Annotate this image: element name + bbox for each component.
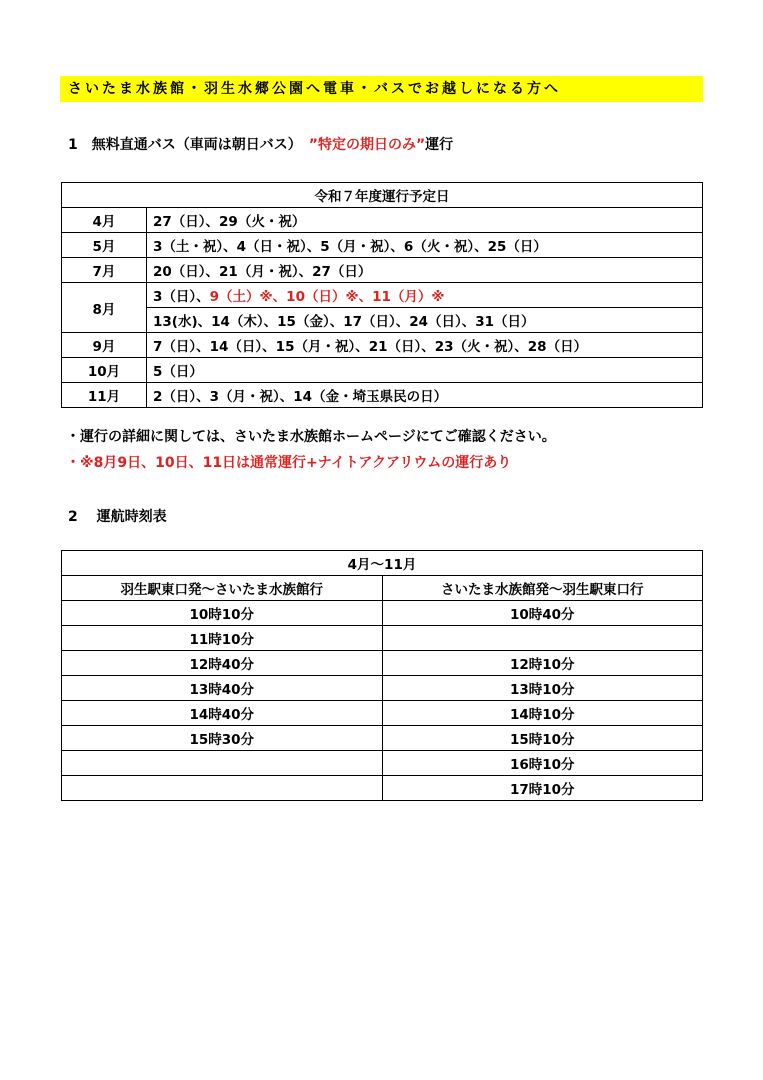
dates-highlight: 9（土）※、10（日）※、11（月）※ bbox=[209, 289, 445, 305]
outbound-time: 11時10分 bbox=[62, 626, 383, 651]
outbound-time bbox=[62, 776, 383, 801]
table-row bbox=[62, 726, 703, 751]
month-cell: 10月 bbox=[62, 358, 147, 383]
month-cell: 8月 bbox=[62, 283, 147, 333]
month-cell: 5月 bbox=[62, 233, 147, 258]
return-time: 15時10分 bbox=[382, 726, 703, 751]
month-cell: 7月 bbox=[62, 258, 147, 283]
table-row bbox=[62, 701, 703, 726]
table-row bbox=[62, 551, 703, 576]
note-night-aquarium: ・※8月9日、10日、11日は通常運行+ナイトアクアリウムの運行あり bbox=[66, 455, 512, 471]
table-row bbox=[62, 233, 703, 258]
schedule-title: 令和７年度運行予定日 bbox=[62, 183, 703, 208]
dates-cell bbox=[147, 283, 703, 308]
dates-cell: 3（土・祝）、4（日・祝）、5（月・祝）、6（火・祝）、25（日） bbox=[147, 233, 703, 258]
table-row bbox=[62, 601, 703, 626]
column-header: さいたま水族館発～羽生駅東口行 bbox=[382, 576, 703, 601]
timetable bbox=[61, 550, 703, 801]
header-banner: さいたま水族館・羽生水郷公園へ電車・バスでお越しになる方へ bbox=[60, 76, 703, 102]
column-header: 羽生駅東口発～さいたま水族館行 bbox=[62, 576, 383, 601]
section-1-heading bbox=[68, 134, 453, 154]
section-1-prefix: 1 無料直通バス（車両は朝日バス） bbox=[68, 137, 309, 153]
return-time: 16時10分 bbox=[382, 751, 703, 776]
table-row bbox=[62, 751, 703, 776]
table-row bbox=[62, 676, 703, 701]
dates-cell: 27（日）、29（火・祝） bbox=[147, 208, 703, 233]
table-row bbox=[62, 183, 703, 208]
return-time: 14時10分 bbox=[382, 701, 703, 726]
dates-black: 3（日）、 bbox=[153, 289, 210, 305]
table-row bbox=[62, 333, 703, 358]
outbound-time: 13時40分 bbox=[62, 676, 383, 701]
outbound-time: 14時40分 bbox=[62, 701, 383, 726]
dates-cell: 13(水)、14（木）、15（金）、17（日）、24（日）、31（日） bbox=[147, 308, 703, 333]
table-row bbox=[62, 651, 703, 676]
outbound-time: 15時30分 bbox=[62, 726, 383, 751]
table-row bbox=[62, 258, 703, 283]
return-time: 17時10分 bbox=[382, 776, 703, 801]
note-details: ・運行の詳細に関しては、さいたま水族館ホームページにてご確認ください。 bbox=[66, 429, 556, 445]
table-row bbox=[62, 308, 703, 333]
dates-cell: 20（日）、21（月・祝）、27（日） bbox=[147, 258, 703, 283]
timetable-period: 4月～11月 bbox=[62, 551, 703, 576]
section-1-highlight: ”特定の期日のみ” bbox=[308, 137, 426, 153]
table-row bbox=[62, 208, 703, 233]
outbound-time: 12時40分 bbox=[62, 651, 383, 676]
outbound-time: 10時10分 bbox=[62, 601, 383, 626]
section-2-heading: 2 運航時刻表 bbox=[68, 509, 167, 525]
dates-cell: 7（日）、14（日）、15（月・祝）、21（日）、23（火・祝）、28（日） bbox=[147, 333, 703, 358]
return-time: 10時40分 bbox=[382, 601, 703, 626]
return-time: 13時10分 bbox=[382, 676, 703, 701]
table-row bbox=[62, 576, 703, 601]
table-row bbox=[62, 776, 703, 801]
dates-cell: 5（日） bbox=[147, 358, 703, 383]
table-row bbox=[62, 383, 703, 408]
return-time bbox=[382, 626, 703, 651]
month-cell: 11月 bbox=[62, 383, 147, 408]
schedule-table bbox=[61, 182, 703, 408]
dates-cell: 2（日）、3（月・祝）、14（金・埼玉県民の日） bbox=[147, 383, 703, 408]
month-cell: 9月 bbox=[62, 333, 147, 358]
return-time: 12時10分 bbox=[382, 651, 703, 676]
table-row bbox=[62, 626, 703, 651]
table-row bbox=[62, 358, 703, 383]
outbound-time bbox=[62, 751, 383, 776]
table-row bbox=[62, 283, 703, 308]
month-cell: 4月 bbox=[62, 208, 147, 233]
section-1-suffix: 運行 bbox=[425, 137, 454, 153]
